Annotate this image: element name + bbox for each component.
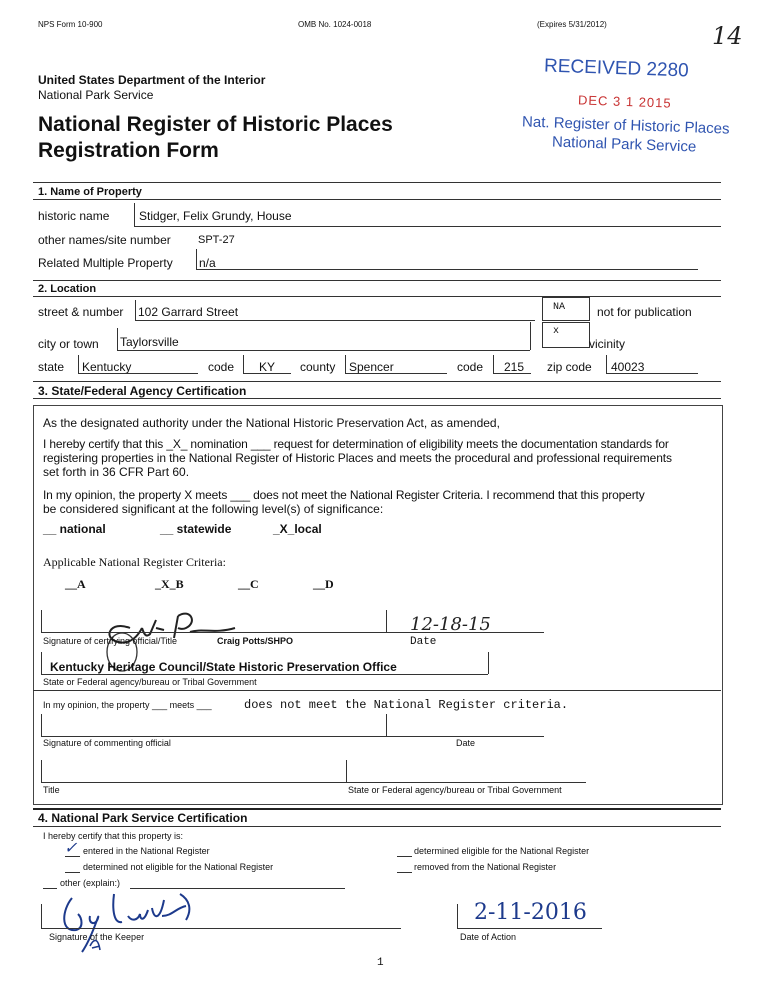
divider [33,381,721,382]
field-divider [386,610,387,632]
keeper-signature [52,880,222,960]
field-divider [41,714,42,736]
state-code-label: code [208,360,235,374]
field-divider [41,904,42,928]
field-underline [41,782,346,783]
field-underline [41,674,488,675]
certify-text-1: I hereby certify that this _X_ nomination ___ request for determination of eligibility meets the documentation standards for [43,437,669,451]
stamp-line-1: Nat. Register of Historic Places [521,113,730,138]
nps-intro: I hereby certify that this property is: [43,831,184,841]
criteria-c[interactable]: __C [238,577,259,591]
agency-name[interactable]: Kentucky Heritage Council/State Historic Preservation Office [50,660,397,674]
field-divider [135,300,136,320]
not-for-publication-label: not for publication [597,305,692,319]
action-date[interactable]: 2-11-2016 [474,900,587,925]
option-eligible[interactable]: determined eligible for the National Register [414,846,590,856]
section-4-heading: 4. National Park Service Certification [38,811,248,825]
field-underline [386,632,544,633]
other-names-label: other names/site number [38,233,171,247]
received-stamp: RECEIVED 2280 [543,55,690,82]
divider [33,690,721,691]
certifying-official-name: Craig Potts/SHPO [217,636,294,646]
option-entered[interactable]: entered in the National Register [83,846,210,856]
certify-text-2: registering properties in the National Register of Historic Places and meets the procedural and professional requirements [43,451,672,465]
divider [33,199,721,200]
opinion-text-1: In my opinion, the property X meets ___ does not meet the National Register Criteria. I recommend that this property [43,488,645,502]
field-divider [117,328,118,350]
certify-text-3: set forth in 36 CFR Part 60. [43,465,190,479]
expiration-date: (Expires 5/31/2012) [537,20,607,29]
divider [33,826,721,827]
criteria-b[interactable]: _X_B [155,577,184,591]
department-name: United States Department of the Interior [38,73,266,87]
section-2-heading: 2. Location [38,283,97,295]
field-underline [135,320,535,321]
section-1-heading: 1. Name of Property [38,186,142,198]
title-label: Title [43,785,60,795]
vicinity-box[interactable] [542,322,590,348]
field-divider [41,760,42,782]
county-code-label: code [457,360,484,374]
county-value[interactable]: Spencer [349,360,394,374]
street-label: street & number [38,305,124,319]
keeper-signature-label: Signature of the Keeper [49,932,145,942]
field-underline [78,373,198,374]
form-number: NPS Form 10-900 [38,20,103,29]
divider [33,296,721,297]
county-label: county [300,360,336,374]
received-date: DEC 3 1 2015 [577,92,672,111]
field-underline [386,736,544,737]
level-local[interactable]: _X_local [273,522,322,536]
field-divider [530,322,531,350]
blank-line [65,872,80,873]
level-statewide[interactable]: __ statewide [160,522,232,536]
field-underline [346,782,586,783]
criteria-d[interactable]: __D [313,577,334,591]
zip-label: zip code [547,360,592,374]
option-removed[interactable]: removed from the National Register [414,862,557,872]
divider [33,808,721,810]
field-underline [345,373,447,374]
field-divider [488,652,489,674]
street-value[interactable]: 102 Garrard Street [138,305,239,319]
not-for-publication-box[interactable] [542,297,590,321]
state-value[interactable]: Kentucky [82,360,132,374]
other-names-value[interactable]: SPT-27 [198,234,235,246]
city-value[interactable]: Taylorsville [120,335,179,349]
page-mark: 14 [712,22,743,50]
divider [33,182,721,183]
field-underline [493,373,531,374]
field-divider [345,355,346,373]
blank-line [397,856,412,857]
page-subtitle: Registration Form [38,139,219,162]
field-divider [78,355,79,373]
section-3-heading: 3. State/Federal Agency Certification [38,384,247,398]
city-label: city or town [38,337,99,351]
field-underline [606,373,698,374]
certifying-date[interactable]: 12-18-15 [410,614,491,635]
blank-line [397,872,412,873]
checkmark-icon: ✓ [64,838,78,857]
divider [33,398,721,399]
page-title: National Register of Historic Places [38,113,393,136]
field-underline [41,928,401,929]
field-underline [117,350,530,351]
field-underline [196,269,698,270]
criteria-a[interactable]: __A [65,577,86,591]
field-underline [457,928,602,929]
historic-name-label: historic name [38,209,110,223]
comment-opinion-prefix: In my opinion, the property ___ meets ___ [43,700,212,710]
service-name: National Park Service [38,88,154,102]
commenting-signature-label: Signature of commenting official [43,738,171,748]
historic-name-value[interactable]: Stidger, Felix Grundy, House [139,209,292,223]
field-divider [243,355,244,373]
page-number: 1 [377,957,384,969]
zip-value[interactable]: 40023 [611,360,645,374]
state-label: state [38,360,65,374]
field-underline [134,226,721,227]
opinion-text-2: be considered significant at the following level(s) of significance: [43,502,384,516]
vicinity-mark: x [553,326,560,337]
related-property-value[interactable]: n/a [199,256,216,270]
field-underline [41,632,386,633]
comment-opinion-suffix: does not meet the National Register criteria. [244,698,569,712]
related-property-label: Related Multiple Property [38,256,173,270]
criteria-label: Applicable National Register Criteria: [43,555,226,569]
agency-label: State or Federal agency/bureau or Tribal Government [43,677,257,687]
field-divider [606,355,607,373]
field-underline [243,373,291,374]
vicinity-label: vicinity [589,337,626,351]
field-divider [134,203,135,227]
designated-authority-text: As the designated authority under the National Historic Preservation Act, as amended, [43,416,500,430]
field-divider [493,355,494,373]
date-label: Date [410,636,437,648]
commenting-date-label: Date [456,738,476,748]
divider [33,280,721,281]
state-code-value[interactable]: KY [259,360,276,374]
not-for-publication-mark: NA [553,302,566,313]
county-code-value[interactable]: 215 [504,360,525,374]
action-date-label: Date of Action [460,932,517,942]
field-divider [457,904,458,928]
level-national[interactable]: __ national [43,522,106,536]
option-not-eligible[interactable]: determined not eligible for the National Register [83,862,274,872]
field-divider [196,249,197,269]
field-divider [41,610,42,632]
option-other[interactable]: other (explain:) [60,878,121,888]
omb-number: OMB No. 1024-0018 [298,20,372,29]
agency-label-2: State or Federal agency/bureau or Tribal Government [348,785,562,795]
field-divider [386,714,387,736]
field-underline [41,736,386,737]
field-divider [346,760,347,782]
field-divider [41,652,42,674]
stamp-line-2: National Park Service [551,133,697,156]
signature-label: Signature of certifying official/Title [43,636,178,646]
